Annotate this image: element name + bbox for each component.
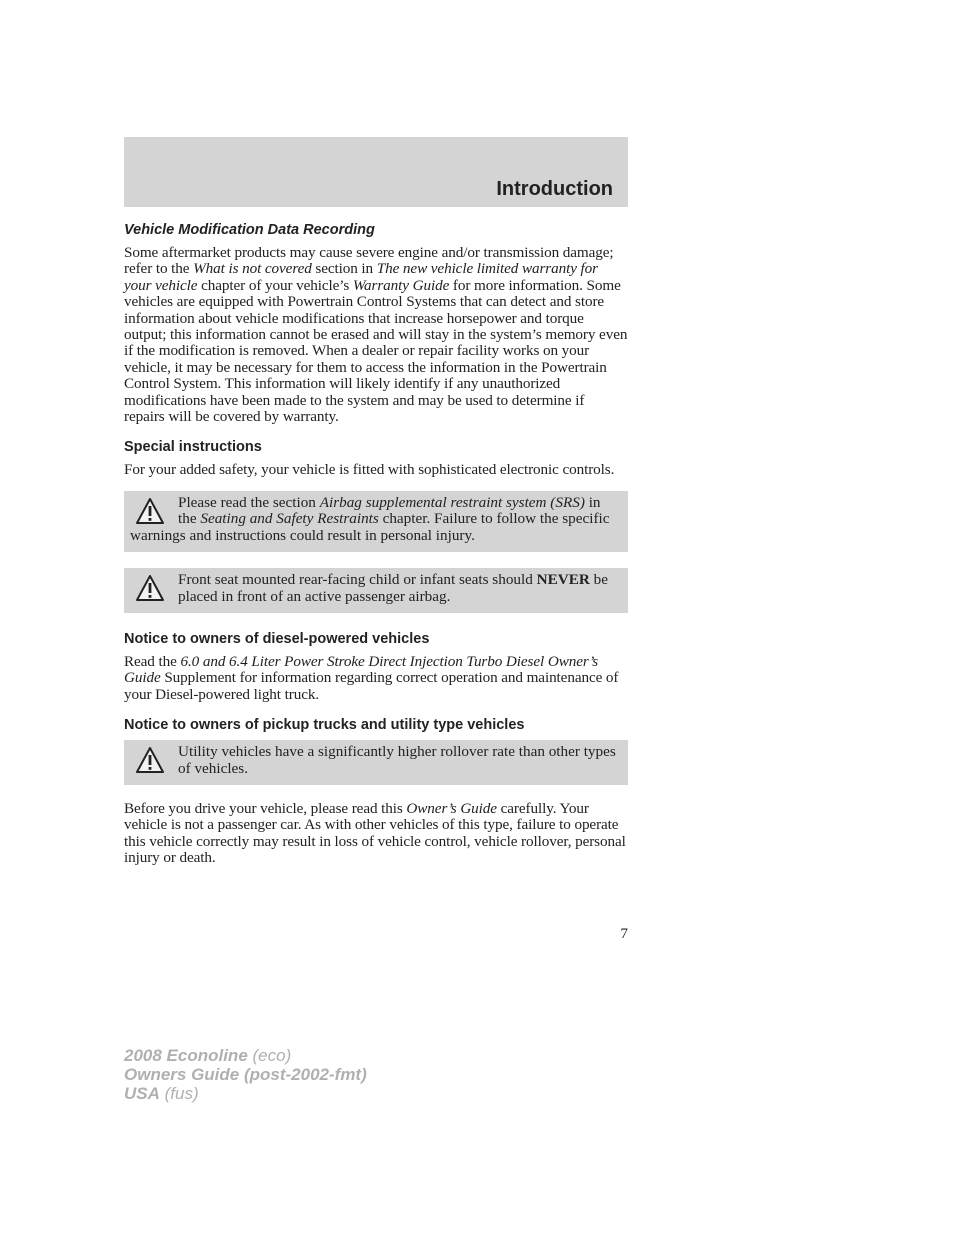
warning-triangle-icon [135,746,165,776]
footer-line-region: USA (fus) [124,1084,199,1103]
page-number: 7 [620,925,628,942]
warning-box-rollover: Utility vehicles have a significantly higher rollover rate than other types of vehicles. [124,740,628,785]
section-heading-special-instructions: Special instructions [124,439,262,456]
footer-line-guide: Owners Guide (post-2002-fmt) [124,1065,367,1084]
warning-triangle-icon [135,574,165,604]
paragraph-diesel: Read the 6.0 and 6.4 Liter Power Stroke Direct Injection Turbo Diesel Owner’s Guide Supplement for information regarding correct operation and maintenance of your Diesel-powered light truck. [124,652,619,703]
paragraph-vehicle-modification: Some aftermarket products may cause severe engine and/or transmission damage; refer to the What is not covered section in The new vehicle limited warranty for your vehicle chapter of your vehicle’s Warranty Guide for more information. Some vehicles are equipped with Powertrain Control Systems that can detect and store information about vehicle modifications that increase horsepower and torque output; this information cannot be erased and will stay in the system’s memory even if the modification is removed. When a dealer or repair facility works on your vehicle, it may be necessary for them to access the information in the Powertrain Control System. This information will likely identify if any unauthorized modifications have been made to the system and may be used to determine if repairs will be covered by warranty. [124,244,628,426]
document-footer [124,1046,367,1103]
warning-box-child-seat: Front seat mounted rear-facing child or infant seats should NEVER be placed in front of an active passenger airbag. [124,568,628,613]
footer-line-model: 2008 Econoline (eco) [124,1046,292,1065]
paragraph-special-instructions: For your added safety, your vehicle is fitted with sophisticated electronic controls. [124,461,615,479]
chapter-header-band [124,137,628,207]
paragraph-pickup-utility: Before you drive your vehicle, please read this Owner’s Guide carefully. Your vehicle is not a passenger car. As with other vehicles of this type, failure to operate this vehicle correctly may result in loss of vehicle control, vehicle rollover, personal injury or death. [124,799,626,867]
chapter-title: Introduction [496,178,613,200]
page-content [124,220,628,867]
section-heading-pickup-utility: Notice to owners of pickup trucks and utility type vehicles [124,717,525,734]
section-heading-diesel: Notice to owners of diesel-powered vehicles [124,630,430,647]
warning-triangle-icon [135,497,165,527]
warning-box-airbag: Please read the section Airbag supplemental restraint system (SRS) in the Seating and Safety Restraints chapter. Failure to follow the specific warnings and instructions could result in personal injury. [124,491,628,552]
section-heading-vehicle-modification: Vehicle Modification Data Recording [124,222,375,238]
